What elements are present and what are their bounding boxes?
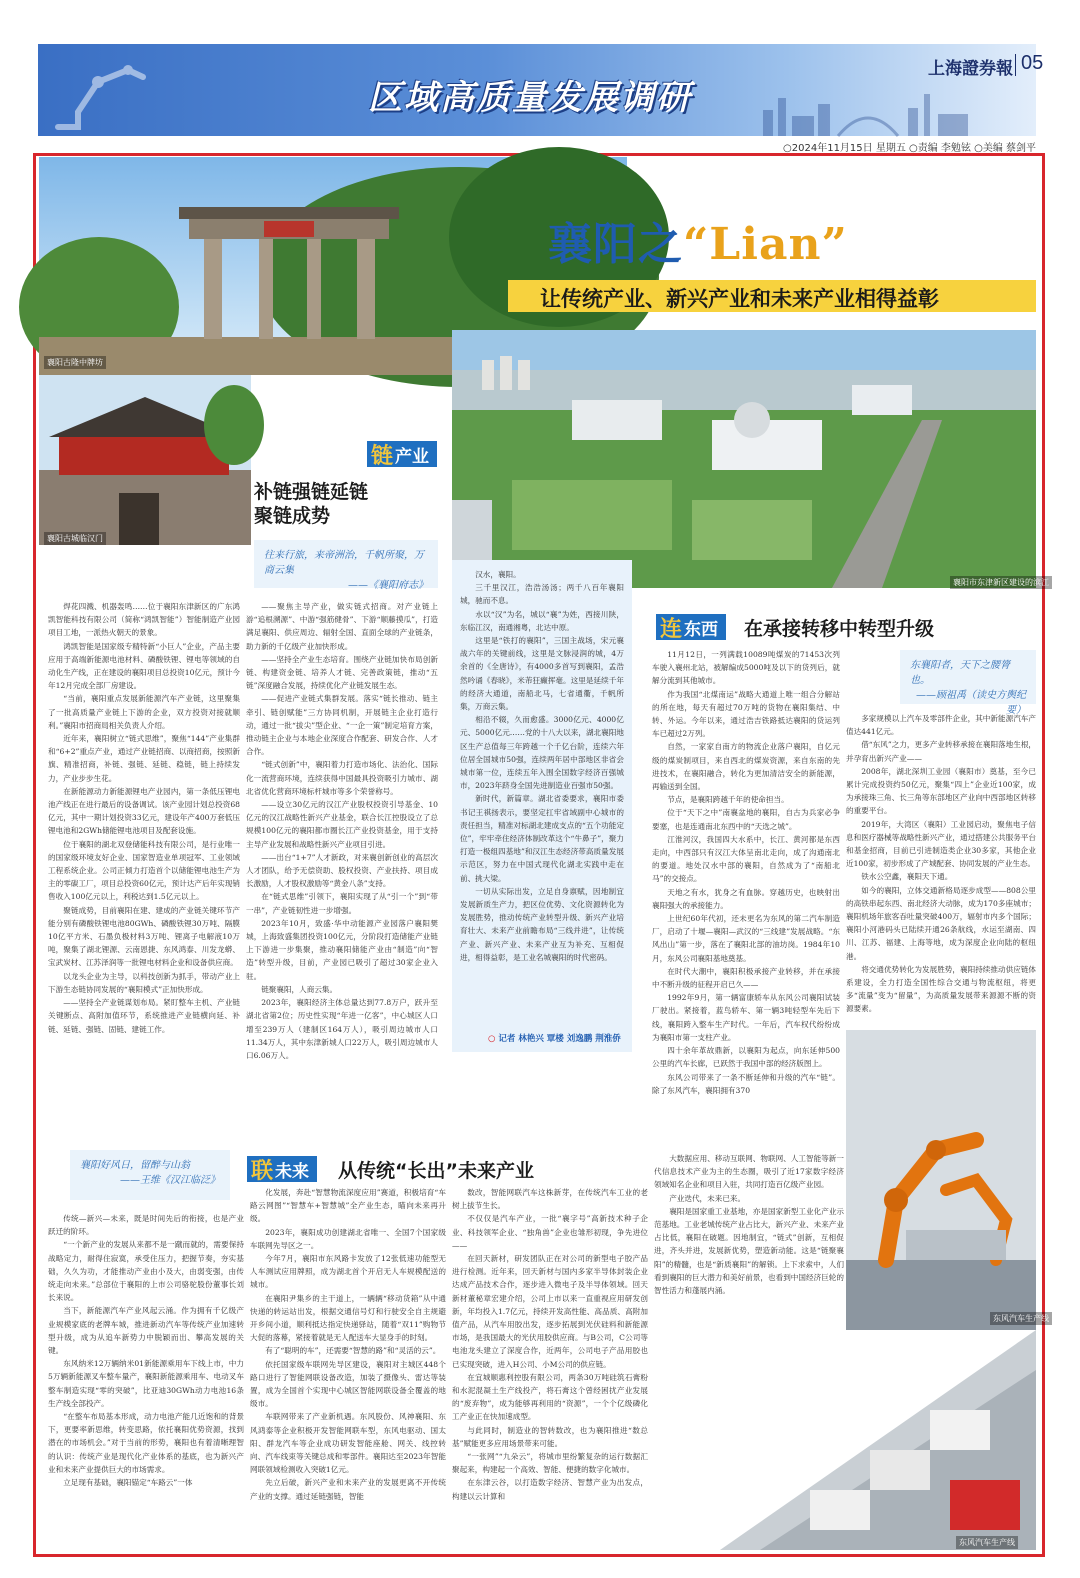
- paragraph: 先立后破，新兴产业和未来产业的发展更离不开传统产业的支撑。通过延链强链，智能: [250, 1478, 446, 1501]
- paragraph: ——聚焦主导产业，做实链式招商。对产业链上游“追根溯源”、中游“强筋健骨”、下游“顺藤摸瓜”，打造满足襄阳、供应周边、辐射全国、直面全球的产业链条，助力新的千亿级产业加快形成。: [246, 602, 438, 651]
- paragraph: 近年来，襄阳树立“链式思维”，聚焦“144”产业集群和“6+2”重点产业，通过产业链招商、以商招商，按照新旗、精准招商，补链、强链、延链、稳链，链上持续发力，产业步步生花。: [48, 734, 240, 783]
- robot-arms-photo: [846, 1030, 1036, 1330]
- divider: [1015, 54, 1016, 76]
- paragraph: “一个新产业的发展从来都不是一蹴而就的，需要保持战略定力，耐得住寂寞，承受住压力，把握节奏，夯实基础，久久为功，才能推动产业由小及大，由弱变强，由传统走向未来。”总部位于襄阳的上市公司骆驼股份董事长刘长来说。: [48, 1240, 244, 1303]
- paragraph: 四十余年革故鼎新，以襄阳为起点，向东延伸500公里的汽车长廊，已跃然于我国中部的经济版图上。: [652, 1046, 840, 1069]
- paragraph: 作为我国“北煤南运”战略大通道上唯一组合分解站的所在地，每天有超过70万吨的货物在襄阳集结、中转、外运。今年以来，通过浩吉铁路抵达襄阳的货运列车已超过2万列。: [652, 689, 840, 739]
- quote-source: ——王维《汉江临泛》: [120, 1175, 220, 1186]
- section-tag-chain: [367, 441, 437, 467]
- paragraph: 东风纳米12万辆纳米01新能源乘用车下线上市，中力5万辆新能源叉车整车量产，襄阳新能源乘用车、电动叉车整车制造实现“零的突破”，比亚迪30GWh动力电池16条生产线全部投产。: [48, 1359, 244, 1408]
- paragraph: 如今的襄阳，立体交通新格局逐步成型——808公里的高铁串起东西、南北经济大动脉，成为170多座城市；襄阳机场年旅客吞吐量突破400万，辐射市内多个国际；襄阳小河港码头已陆续开通26条航线，水运至湖南、四川、江苏、福建、上海等地，成为深度企业向陆的枢纽港。: [846, 885, 1036, 961]
- paragraph: 新时代，新篇章。湖北省委要求，襄阳市委书记王祺扬表示，要坚定扛牢省域副中心城市的责任担当，精准对标湖北建成支点的“五个功能定位”，牢牢牵住经济体制改革这个“牛鼻子”，聚力打造一极组四基地”和汉江生态经济带高质量发展示范区，努力在中国式现代化湖北实践中走在前、挑大梁。: [460, 794, 624, 883]
- paragraph: ——坚持全产业链谋划布局。紧盯整车主机、产业链关键断点、高附加值环节，系统推进产业链横向延、补链、延链、强链、固链、建链工作。: [48, 998, 240, 1034]
- paragraph: 不仅仅是汽车产业，一批“襄字号”高新技术种子企业、科技领军企业、“独角兽”企业也雏形初现，争先进位——: [452, 1214, 648, 1250]
- paragraph: 这里是“铁打的襄阳”，三国主战场，宋元襄战六年的关键前线，这里是文脉浸润的城，4万余首的《全唐诗》，有4000多首写到襄阳，孟浩然吟诵《春晓》，米芾狂癫挥毫。这里是延续千年的经济大通道，南船北马，七省通衢，千帆所集，万商云集。: [460, 636, 624, 712]
- paragraph: 在襄阳尹集乡的主干道上，一辆辆“移动货箱”从中通快递的转运站出发，根据交通信号灯和行驶安全自主规避开乡间小道，顺利抵达指定快递驿站，随着“双11”购物节大促的落幕，紧接着就是无人配送车大显身手的时刻。: [250, 1293, 446, 1343]
- article-column: [246, 600, 438, 1060]
- paragraph: 天地之有水，犹身之有血脉。穿越历史，也映射出襄阳强大的承接能力。: [652, 887, 840, 910]
- paragraph: 一切从实际出发，立足自身禀赋，因地制宜发展新质生产力，把区位优势、文化资源转化为发展胜势，推动传统产业转型升级、新兴产业培育壮大、未来产业前瞻布局“三线并进”，让传统产业、新兴产业、未来产业互为补充、互相促进，相得益彰，是工业名城襄阳的时代密码。: [460, 886, 624, 962]
- paragraph: 在东津云谷，以打造数字经济、智慧产业为出发点，构建以云计算和: [452, 1478, 648, 1501]
- paragraph: ——设立30亿元的汉江产业股权投资引导基金、10亿元的汉江战略性新兴产业基金，联合长江控股设立了总规模100亿元的襄阳都市圈长江产业投资基金，用于支持主导产业发展和战略性新兴产业项目引进。: [246, 800, 438, 849]
- section-tag-east-west: [656, 614, 726, 640]
- quote-box: [70, 1150, 230, 1200]
- paragraph: 借“东风”之力，更多产业转移承接在襄阳落地生根，并孕育出新兴产业——: [846, 740, 1037, 763]
- quote-text: 往来行旅，来帝洲治，千帆所聚，万商云集: [264, 550, 424, 576]
- paragraph: 传统—新兴—未来，既是时间先后的衔接，也是产业跃迁的阶环。: [48, 1214, 244, 1237]
- paragraph: 今年7月，襄阳市东风路卡发放了12张低速功能型无人车测试应用牌照，成为湖北首个开启无人车规模配送的城市。: [250, 1254, 446, 1290]
- paragraph: 车联网带来了产业新机遇。东风股份、风神襄阳、东风鸿泰等企业积极开发智能网联车型，东风电驱动、国太阳、群龙汽车等企业成功研发智能座舱、网关、线控转向、汽车线束等关键总成和零部件。襄阳达至2023年智能网联领域检测收入突破1亿元。: [250, 1412, 446, 1475]
- tag-label: 东西: [684, 620, 718, 640]
- paragraph: 位于襄阳的湖北双登储能科技有限公司，是行业唯一的国家级环境友好企业、国家智造业单项冠军、工业领域工程系统企业。公司正倾力打造首个以储能锂电池生产为主的零碳工厂，项目总投资60亿元，预计达产后年实现销售收入100亿元以上，利税达到1.5亿元以上。: [48, 839, 240, 902]
- article-column: [652, 648, 840, 1118]
- section-title-chain: [254, 480, 368, 528]
- article-column: [48, 600, 240, 1046]
- paragraph: 11月12日，一列满载10089吨煤炭的71453次列车驶入襄州北站，被解编成5000吨及以下的货列后，就解分流到其他城市。: [652, 650, 840, 686]
- paragraph: 节点，是襄阳跨越千年的使命担当。: [667, 795, 789, 805]
- quote-source: ——顾祖禹（读史方舆纪要）: [916, 690, 1026, 716]
- section-tag-future: [247, 1156, 317, 1182]
- byline-text: 记者 林艳兴 覃楼 刘逸鹏 荆淮侨: [498, 1034, 621, 1044]
- page-number: 05: [1021, 52, 1044, 74]
- paragraph: 2023年，襄阳成功创建湖北省唯一、全国7个国家级车联网先导区之一。: [250, 1227, 446, 1250]
- quote-text: 襄阳好风日，留醉与山翁: [80, 1160, 190, 1171]
- paragraph: 2008年，湖北深圳工业园（襄阳市）奠基，至今已累计完成投资约50亿元，聚集“四上”企业近100家，成为承接珠三角、长三角等东部地区产业向中西部地区转移的重要平台。: [846, 766, 1036, 816]
- section-title: 区域高质量发展调研: [368, 78, 692, 118]
- paragraph: 将交通优势转化为发展胜势，襄阳持续推动供应链体系建设，全力打造全国性综合交通与物流枢纽，将更多“流量”变为“留量”，为高质量发展带来源源不断的资源要素。: [846, 964, 1036, 1014]
- headline-prefix: 襄阳之: [548, 219, 683, 270]
- aerial-photo: [452, 330, 1036, 588]
- paragraph: “在整车布局基本形成，动力电池产能几近饱和的背景下，更要率新思维，转变思路，依托襄阳优势资源，找到潜在的市场机会。”对于当前的形势，襄阳也有着清晰理智的认识：传统产业是现代化产业体系的基底，也为新兴产业和未来产业提供巨大的市场需求。: [48, 1412, 244, 1474]
- subtitle: 让传统产业、新兴产业和未来产业相得益彰: [540, 287, 939, 311]
- headline-lian: “Lian”: [683, 219, 848, 270]
- paragraph: 东风公司带来了一条不断延伸和升级的汽车“链”。除了东风汽车，襄阳拥有370: [652, 1072, 840, 1095]
- paragraph: 产业迭代，未来已来。: [669, 1193, 746, 1203]
- article-column: [846, 712, 1036, 1024]
- paragraph: 2023年，襄阳经济主体总量达到77.8万户，跃升至湖北省第2位；历史性实现“年进一亿客”，中心城区人口增至239万人（建制区164万人），吸引周边城市人口11.34万人，其中东津新城人口22万人，吸引周边城市人口6.06万人。: [246, 998, 438, 1060]
- photo-caption: 襄阳古隆中牌坊: [44, 356, 106, 369]
- byline: [488, 1032, 621, 1044]
- section-masthead: [38, 44, 1044, 136]
- quote-box: [900, 650, 1036, 716]
- paragraph: ——促进产业链式集群发展。落实“链长推动、链主牵引、链创赋能”三方协同机制，开展链主企业打造行动，通过一批“拔尖”型企业、“一企一策”制定培育方案，推动链主企业与本地企业深度合作配套、研发合作、人才合作。: [246, 694, 438, 757]
- paragraph: “一张网”“九朵云”，将城市里纷繁复杂的运行数据汇聚起来，构建起一个高效、智能、便捷的数字化城市。: [452, 1452, 648, 1475]
- headline: [548, 208, 848, 272]
- paragraph: 在回天新材，研发团队正在对公司的新型电子胶产品进行检测。近年来，回天新材与国内多家半导体封装企业达成产品技术合作，逐步进入微电子及半导体领域。回天新材董秘章宏建介绍，公司上市以来一直重视应用研发创新，年均投入1.7亿元，持续开发高性能、高品质、高附加值产品，从汽车用胶出发，逐步拓展到光伏硅料和新能源市场，是我国最大的光伏用胶供应商。与B公司，C公司等电池龙头建立了深度合作，近两年，公司电子产品用胶也已实现突破，进入H公司、小M公司的供应链。: [452, 1254, 648, 1369]
- paragraph: 聚链成势，目前襄阳在建、建成的产业链关键环节产能分别有磷酸铁锂电池80GWh、磷酸铁锂30万吨、隔膜10亿平方米、石墨负极材料3万吨、锂离子电解液10万吨，聚集了湖北锂源、云南恩捷、东风鸿泰、川发龙蟒、宝武炭材、江苏泽润等一批锂电材料企业和设备供应商。: [48, 905, 240, 968]
- paragraph: 自然，一家家自南方的物流企业落户襄阳，自亿元级的煤炭制项目，来自西北的煤炭资源，来自东南的先进技术，在襄阳融合，转化为更加清洁安全的新能源，再输送到全国。: [652, 742, 840, 792]
- title-line: 聚链成势: [254, 505, 331, 527]
- paragraph: 与此同时，制造业的智转数改，也为襄阳推进“数总基”赋能更多应用场景带来可能。: [452, 1425, 648, 1448]
- quote-text: 东襄阳者，天下之腰膂也。: [910, 660, 1010, 686]
- photo-caption: 襄阳古城临汉门: [44, 532, 106, 545]
- paragraph: ——出台“1+7”人才新政，对来襄创新创业的高层次人才团队，给予无偿资助、股权投资、产业扶持、项目成长激励，人才股权激励等“黄金八条”支持。: [246, 852, 438, 889]
- tag-char: 链: [371, 444, 394, 469]
- photo-caption: 襄阳市东津新区建设的滨江: [950, 576, 1052, 589]
- tag-label: 未来: [275, 1162, 309, 1182]
- city-skyline-icon: [758, 90, 978, 136]
- quote-source: ——《襄阳府志》: [348, 580, 428, 591]
- robot-arm-icon: [48, 52, 158, 132]
- section-title-east-west: 在承接转移中转型升级: [744, 618, 935, 640]
- paragraph: 三千里汉江，浩浩汤汤；两千八百年襄阳城，驰而不息。: [460, 583, 624, 606]
- paper-name: 上海證券報: [928, 59, 1013, 79]
- city-gate-photo: [39, 375, 251, 545]
- paragraph: 在宜城顺惠利控股有限公司，两条30万吨硅筑石膏粉和水泥混凝土生产线投产，将石膏这个曾经困扰产业发展的“废弃物”，成为能够再利用的“资源”，一个个亿级磷化工产业正在快加速成型。: [452, 1372, 648, 1422]
- tag-char: 连: [660, 617, 683, 642]
- paragraph: 2019年，大湾区（襄阳）工业园启动，聚焦电子信息和医疗器械等战略性新兴产业，通过搭建公共服务平台和基金招商，目前已引进制造类企业30多家，其他企业近100家，初步形成了产城配套、协同发展的产业生态。: [846, 819, 1036, 869]
- paragraph: 焊花四溅、机器轰鸣……位于襄阳东津新区的广东鸿凯智能科技有限公司（简称“鸿凯智能”）智能制造产业园项目工地，一派热火朝天的景象。: [48, 602, 240, 638]
- tag-char: 联: [251, 1159, 274, 1184]
- paragraph: 以龙头企业为主导，以科技创新为抓手，带动产业上下游生态链协同发展的“襄阳模式”正加快形成。: [48, 971, 240, 994]
- paragraph: 依托国家级车联网先导区建设，襄阳对主城区448个路口进行了智能网联设备改造，加装了摄像头、雷达等装置，成为全国首个实现中心城区智能网联设备全覆盖的地级市。: [250, 1359, 446, 1409]
- paragraph: 位于“天下之中”南襄盆地的襄阳，自古为兵家必争要塞，也是连通南北东西中的“天选之城”。: [652, 808, 840, 831]
- paragraph: 链聚襄阳，人商云集。: [261, 984, 338, 994]
- paragraph: 化发展，奔赴“智慧物流深度应用”赛道，积极培育“车路云网图”“智慧车+智慧城”全产业生态，瞄向未来再升级。: [250, 1188, 446, 1224]
- paragraph: 在“链式思维”引领下，襄阳实现了从“引一个”到“带一串”，产业链韧性进一步增强。: [246, 892, 438, 915]
- quote-box: [254, 540, 438, 591]
- paragraph: 大数据应用、移动互联网、物联网、人工智能等新一代信息技术产业为主的生态圈，吸引了近17家数字经济领域知名企业和项目入驻，共同打造百亿级产业园。: [654, 1154, 844, 1190]
- article-column: [452, 1186, 648, 1542]
- paragraph: 水以“汉”为名，城以“襄”为姓，西接川陕，东临江汉，南通湘粤，北达中原。: [460, 609, 624, 632]
- paragraph: 立足现有基础，襄阳锚定“车路云”一体: [63, 1478, 193, 1488]
- paragraph: 江淮河汉，我国四大水系中，长江、黄河都是东西走向，中西部只有汉江大体呈南北走向，成了沟通南北的要道。地处汉水中部的襄阳，自然成为了“南船北马”的交接点。: [652, 834, 840, 884]
- photo-caption: 东风汽车生产线: [956, 1536, 1018, 1549]
- paragraph: 在新能源动力新能源锂电产业园内，第一条低压锂电池产线正在进行最后的设备调试。该产业园计划总投资68亿元，其中一期计划投资33亿元，建设年产400万套低压锂电池和2GWh储能锂电池项目及配套设施。: [48, 786, 240, 836]
- dateline: ○2024年11月15日 星期五 ○责编 李勉铉 ○美编 蔡剑平: [783, 143, 1036, 154]
- article-column-highlight: [452, 560, 632, 1052]
- bullet-icon: ○: [488, 1034, 496, 1044]
- assembly-line-photo: [720, 1330, 1036, 1550]
- section-title-future: 从传统“长出”未来产业: [338, 1160, 534, 1182]
- article-column: [250, 1186, 446, 1542]
- paragraph: 在时代大潮中，襄阳积极承接产业转移，并在承接中不断升级的征程开启已久——: [652, 966, 840, 990]
- paragraph: 数改，智能网联汽车这株新芽，在传统汽车工业的老树上拔节生长。: [452, 1188, 648, 1211]
- paragraph: 相沿不辍，久而愈盛。3000亿元、4000亿元、5000亿元……党的十八大以来，湖北襄阳地区生产总值每三年跨越一个千亿台阶，连续六年位居全国城市50强，连续两年居中部地区非省会城市第一位，连续五年入围全国数字经济百强城市，2023年跻身全国先进制造业百强市50强。: [460, 715, 624, 791]
- paragraph: 铁水公空鑫，襄阳天下通。: [861, 872, 953, 882]
- paragraph: 有了“聪明的车”，还需要“智慧的路”和“灵活的云”。: [265, 1346, 441, 1356]
- paragraph: 多家规模以上汽车及零部件企业，其中新能源汽车产值达441亿元。: [846, 714, 1036, 737]
- photo-caption: 东风汽车生产线: [990, 1312, 1052, 1325]
- paragraph: 鸿凯智能是国家级专精特新“小巨人”企业，产品主要应用于高端新能源电池材料、磷酸铁锂、锂电等领域的自动化生产线，正在建设的襄阳项目总投资10亿元，预计今年12月完成全部厂房建设。: [48, 641, 240, 691]
- paragraph: 1992年9月，第一辆富康轿车从东风公司襄阳试装厂驶出。紧接着，蓝鸟轿车、第一辆3吨轻型车先后下线，襄阳跨入整车生产时代。一年后，汽车权代纷纷成为襄阳市第一支柱产业。: [652, 993, 840, 1042]
- paragraph: 2023年10月，致盛·华中动能源产业园落户襄阳樊城，上海致盛集团投资100亿元，分阶段打造储能产业链上下游进一步集聚，推动襄阳储能产业由“制造”向“智造”转型升级，目前，产业园已吸引了超过30家企业入驻。: [246, 918, 438, 981]
- article-column: [48, 1212, 244, 1542]
- paragraph: 襄阳是国家重工业基地，亦是国家新型工业化产业示范基地。工业老城传统产业占比大，新兴产业、未来产业占比低，襄阳在破题。因地制宜，“链式”创新，互相促进，齐头并进，发展新优势，塑造新动能。这是“链聚襄阳”的精髓，也是“新质襄阳”的解锁。上下求索中，人们看到襄阳的巨大潜力和美好前景，也看到中国经济巨轮的智性活力和蓬展内涌。: [654, 1206, 844, 1296]
- tag-label: 产业: [395, 447, 429, 467]
- paragraph: 当下，新能源汽车产业风起云涌。作为拥有千亿级产业规模家底的老牌车城，推进新动汽车等传统产业加速转型升级，成为从追车新势力中脱颖而出、攀高发展的关键。: [48, 1306, 244, 1356]
- paragraph: 上世纪60年代初，还未更名为东风的第二汽车制造厂，启动了十堰—襄阳—武汉的“三线建”发展战略。“东风出山”第一步，落在了襄阳北部的油坊岗。1984年10月，东风公司襄阳基地奠基。: [652, 914, 840, 963]
- paragraph: “当前，襄阳重点发展新能源汽车产业链，这里聚集了一批高质量产业链上下游的企业，双方投资对接就顺利。”襄阳市招商局相关负责人介绍。: [48, 694, 240, 730]
- paragraph: 汉水，襄阳。: [475, 570, 521, 579]
- title-line: 补链强链延链: [254, 481, 369, 503]
- paragraph: “链式创新”中，襄阳着力打造市场化、法治化、国际化一流营商环境，连续获得中国最具投资吸引力城市、湖北省优化营商环境标杆城市等多个荣誉称号。: [246, 760, 438, 796]
- paragraph: ——坚持全产业生态培育。围绕产业链加快布局创新链、构建资金链、培养人才链、完善政策链，推动“五链”深度融合发展，持续优化产业链发展生态。: [246, 654, 438, 691]
